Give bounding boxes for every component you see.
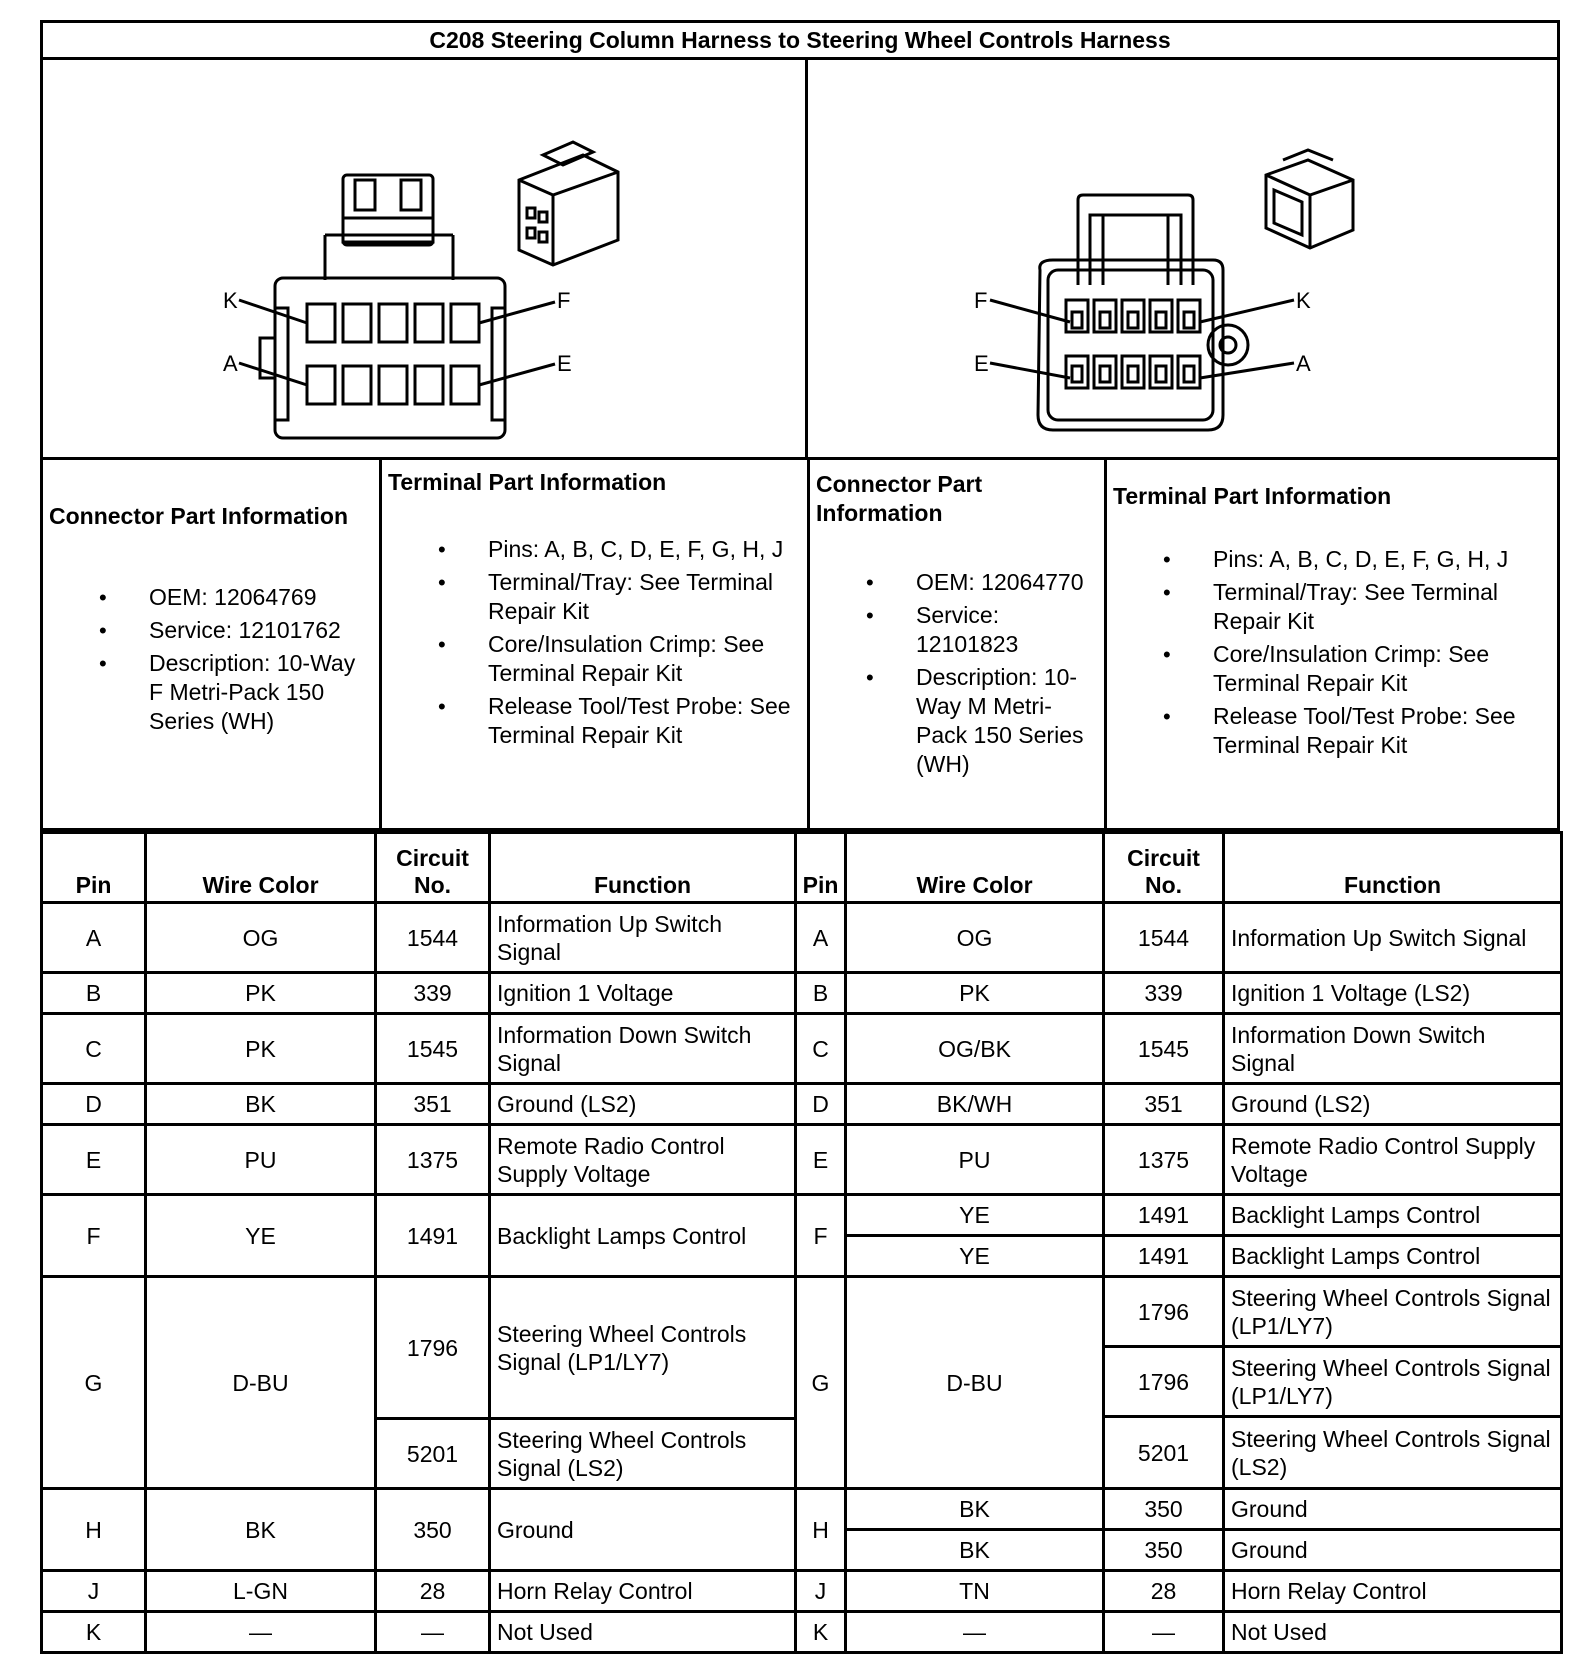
wire-color-cell: BK [846,1530,1104,1571]
pin-cell: K [42,1612,146,1653]
function-header: Function [490,833,796,903]
circuit-cell: 339 [376,973,490,1014]
circuit-cell: 28 [1104,1571,1224,1612]
wire-color-cell: YE [146,1195,376,1277]
right-terminal-heading: Terminal Part Information [1113,483,1392,509]
pin-label-k: K [223,288,238,313]
circuit-cell: 5201 [376,1419,490,1489]
table-row [42,903,796,973]
function-cell: Backlight Lamps Control [1224,1236,1562,1277]
pin-cell: J [42,1571,146,1612]
function-cell: Ground (LS2) [490,1084,796,1125]
table-row [796,1125,1562,1195]
pin-cell: K [796,1612,846,1653]
function-header: Function [1224,833,1562,903]
circuit-cell: 1491 [376,1195,490,1277]
list-item: • Pins: A, B, C, D, E, F, G, H, J [388,535,801,564]
function-cell: Ignition 1 Voltage [490,973,796,1014]
connector-document [40,20,1560,1652]
circuit-cell: 351 [376,1084,490,1125]
circuit-cell: 5201 [1104,1417,1224,1489]
wire-color-cell: — [846,1612,1104,1653]
pin-cell: A [42,903,146,973]
pin-header: Pin [796,833,846,903]
left-terminal-list [388,535,801,750]
circuit-cell: 1796 [1104,1277,1224,1347]
function-cell: Information Down Switch Signal [490,1014,796,1084]
pin-cell: E [796,1125,846,1195]
wire-color-cell: BK [846,1489,1104,1530]
table-row [796,903,1562,973]
list-item: • Pins: A, B, C, D, E, F, G, H, J [1113,545,1554,574]
function-cell: Not Used [1224,1612,1562,1653]
pin-label-f: F [557,288,571,313]
circuit-header: Circuit No. [1104,833,1224,903]
circuit-cell: 1375 [1104,1125,1224,1195]
page-title: C208 Steering Column Harness to Steering Wheel Controls Harness [40,20,1560,60]
left-terminal-heading: Terminal Part Information [388,469,667,495]
diagram-row [40,60,1560,460]
left-connector-heading: Connector Part Information [49,503,349,529]
pin-label-a: A [1296,351,1311,376]
table-header-row [42,833,796,903]
wire-color-cell: YE [846,1236,1104,1277]
table-row [796,1014,1562,1084]
wire-color-header: Wire Color [146,833,376,903]
circuit-cell: — [376,1612,490,1653]
pin-label-k: K [1296,288,1311,313]
wire-color-cell: BK [146,1489,376,1571]
function-cell: Remote Radio Control Supply Voltage [490,1125,796,1195]
circuit-cell: 1545 [1104,1014,1224,1084]
list-item: • Service: 12101762 [49,616,373,645]
function-cell: Information Down Switch Signal [1224,1014,1562,1084]
circuit-cell: 1796 [376,1277,490,1419]
wire-color-cell: OG [146,903,376,973]
circuit-cell: — [1104,1612,1224,1653]
right-connector-heading: Connector Part Information [816,471,983,526]
table-row [42,1571,796,1612]
right-terminal-info [1107,460,1560,828]
pin-cell: C [42,1014,146,1084]
list-item: • OEM: 12064770 [816,568,1098,597]
wire-color-cell: PU [146,1125,376,1195]
wire-color-cell: BK/WH [846,1084,1104,1125]
pin-cell: F [42,1195,146,1277]
function-cell: Steering Wheel Controls Signal (LP1/LY7) [1224,1347,1562,1417]
circuit-cell: 351 [1104,1084,1224,1125]
function-cell: Horn Relay Control [1224,1571,1562,1612]
table-row [796,1571,1562,1612]
wire-color-header: Wire Color [846,833,1104,903]
pin-cell: F [796,1195,846,1277]
left-terminal-info [382,460,810,828]
pin-cell: H [796,1489,846,1571]
pin-cell: A [796,903,846,973]
function-cell: Ground [490,1489,796,1571]
pin-label-a: A [223,351,238,376]
pin-label-e: E [974,351,989,376]
circuit-cell: 1796 [1104,1347,1224,1417]
table-row [42,1084,796,1125]
function-cell: Steering Wheel Controls Signal (LS2) [490,1419,796,1489]
wire-color-cell: PU [846,1125,1104,1195]
wire-color-cell: BK [146,1084,376,1125]
circuit-cell: 1491 [1104,1195,1224,1236]
list-item: • Terminal/Tray: See Terminal Repair Kit [388,568,801,626]
function-cell: Horn Relay Control [490,1571,796,1612]
left-connector-list [49,583,373,736]
function-cell: Information Up Switch Signal [1224,903,1562,973]
list-item: • Release Tool/Test Probe: See Terminal Repair Kit [388,692,801,750]
pin-label-f: F [974,288,988,313]
wire-color-cell: YE [846,1195,1104,1236]
function-cell: Steering Wheel Controls Signal (LS2) [1224,1417,1562,1489]
right-connector-diagram [808,60,1560,457]
wire-color-cell: D-BU [846,1277,1104,1489]
pin-cell: B [796,973,846,1014]
function-cell: Steering Wheel Controls Signal (LP1/LY7) [1224,1277,1562,1347]
right-pin-table [794,831,1563,1654]
wire-color-cell: PK [146,973,376,1014]
table-row [42,1014,796,1084]
pin-cell: G [42,1277,146,1489]
table-row [796,1612,1562,1653]
circuit-cell: 1545 [376,1014,490,1084]
list-item: • Core/Insulation Crimp: See Terminal Repair Kit [1113,640,1554,698]
pin-cell: C [796,1014,846,1084]
function-cell: Ground [1224,1530,1562,1571]
table-row [796,1084,1562,1125]
table-row [796,1195,1562,1236]
function-cell: Ignition 1 Voltage (LS2) [1224,973,1562,1014]
right-connector-info [810,460,1107,828]
function-cell: Steering Wheel Controls Signal (LP1/LY7) [490,1277,796,1419]
function-cell: Ground (LS2) [1224,1084,1562,1125]
list-item: • Description: 10-Way M Metri-Pack 150 Series (WH) [816,663,1098,779]
circuit-header: Circuit No. [376,833,490,903]
wire-color-cell: D-BU [146,1277,376,1489]
table-header-row [796,833,1562,903]
circuit-cell: 350 [1104,1530,1224,1571]
function-cell: Information Up Switch Signal [490,903,796,973]
pin-cell: J [796,1571,846,1612]
pin-header: Pin [42,833,146,903]
table-row [42,1195,796,1277]
list-item: • Core/Insulation Crimp: See Terminal Repair Kit [388,630,801,688]
pin-cell: G [796,1277,846,1489]
circuit-cell: 1375 [376,1125,490,1195]
pin-cell: D [42,1084,146,1125]
male-connector-drawing [808,60,1557,457]
wire-color-cell: — [146,1612,376,1653]
list-item: • Terminal/Tray: See Terminal Repair Kit [1113,578,1554,636]
list-item: • Service: 12101823 [816,601,1098,659]
circuit-cell: 1544 [1104,903,1224,973]
function-cell: Not Used [490,1612,796,1653]
table-row [796,1277,1562,1347]
pin-label-e: E [557,351,572,376]
list-item: • OEM: 12064769 [49,583,373,612]
table-row [796,1236,1562,1277]
right-terminal-list [1113,545,1554,760]
table-row [796,1489,1562,1530]
circuit-cell: 339 [1104,973,1224,1014]
pin-cell: D [796,1084,846,1125]
function-cell: Remote Radio Control Supply Voltage [1224,1125,1562,1195]
table-row [42,1125,796,1195]
table-row [42,1489,796,1571]
list-item: • Release Tool/Test Probe: See Terminal Repair Kit [1113,702,1554,760]
left-connector-info [43,460,382,828]
table-row [42,1612,796,1653]
wire-color-cell: OG/BK [846,1014,1104,1084]
table-row [42,973,796,1014]
part-info-row [40,460,1560,831]
wire-color-cell: PK [846,973,1104,1014]
circuit-cell: 350 [1104,1489,1224,1530]
list-item: • Description: 10-Way F Metri-Pack 150 Series (WH) [49,649,373,736]
function-cell: Backlight Lamps Control [490,1195,796,1277]
pin-cell: B [42,973,146,1014]
pin-cell: H [42,1489,146,1571]
circuit-cell: 1544 [376,903,490,973]
female-connector-drawing [43,60,805,457]
pin-cell: E [42,1125,146,1195]
table-row [796,973,1562,1014]
wire-color-cell: OG [846,903,1104,973]
circuit-cell: 1491 [1104,1236,1224,1277]
circuit-cell: 350 [376,1489,490,1571]
table-row [796,1530,1562,1571]
wire-color-cell: PK [146,1014,376,1084]
circuit-cell: 28 [376,1571,490,1612]
wire-color-cell: L-GN [146,1571,376,1612]
function-cell: Ground [1224,1489,1562,1530]
right-connector-list [816,568,1098,779]
wire-color-cell: TN [846,1571,1104,1612]
left-connector-diagram [43,60,808,457]
function-cell: Backlight Lamps Control [1224,1195,1562,1236]
table-row [42,1277,796,1419]
left-pin-table [40,831,797,1654]
